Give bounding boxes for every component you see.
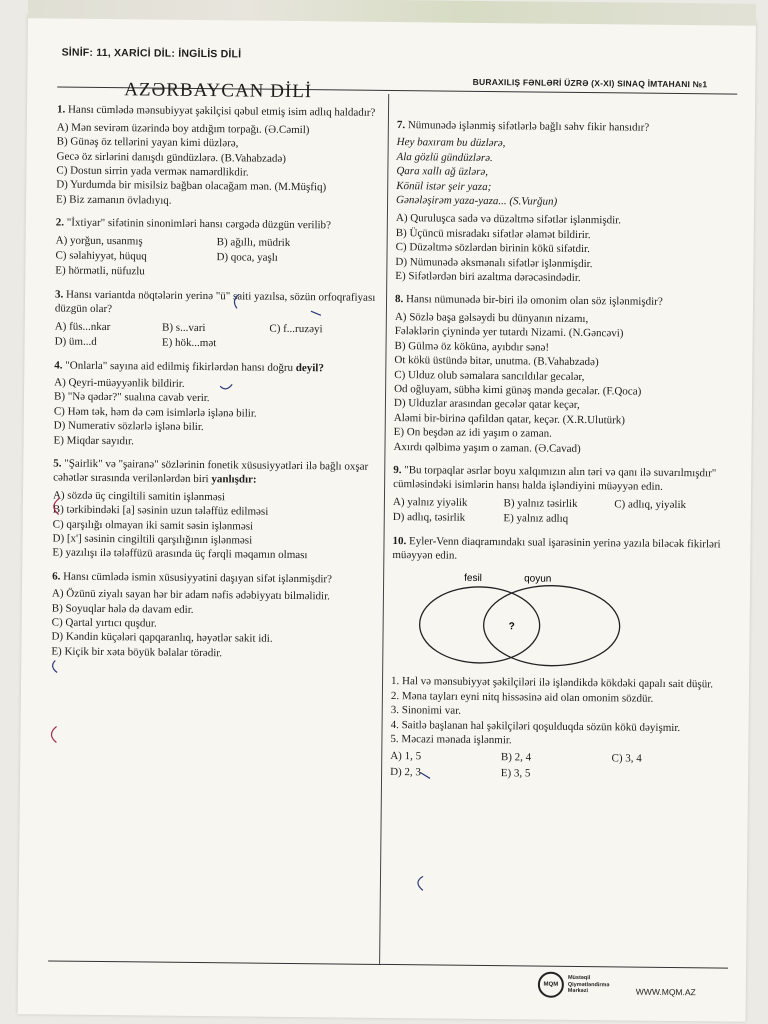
statement-3: 3. Sinonimi var.: [390, 704, 462, 717]
options-grid: [55, 233, 377, 282]
question-stem: Hansı cümlədə ismin xüsusiyyətini daşıyan sifət işlənmişdir?: [63, 570, 333, 586]
poem-line: Qara xallı ağ üzlərə,: [396, 165, 489, 179]
option-d: D) Numerativ sözlərlə işlənə bilir.: [53, 419, 204, 434]
venn-right-label: qoyun: [524, 573, 552, 586]
option-e: E) 3, 5: [500, 766, 531, 780]
statement-1: 1. Hal və mənsubiyyət şəkilçiləri ilə işləndikdə kökdəki qapalı sait düşür.: [390, 675, 714, 691]
question-9: [393, 463, 726, 528]
option-e: E) Kiçik bir xəta böyük bəlalar törədir.: [51, 645, 223, 660]
subject-title: AZƏRBAYCAN DİLİ: [124, 79, 313, 103]
option-a: A) yorğun, usanmış: [55, 234, 143, 248]
option-a: A) Quruluşca sadə və düzəltmə sifətlər işlənmişdir.: [395, 212, 622, 227]
question-3: [55, 287, 378, 352]
option-c: C) Həm tək, həm də cəm isimlərlə işlənə bilir.: [53, 405, 257, 420]
option-d: D) Yurdumda bir misilsiz bağban olacağam mən. (M.Müşfiq): [56, 178, 327, 194]
question-7: [395, 118, 729, 287]
question-stem: Hansı cümlədə mənsubiyyət şəkilçisi qəbul etmiş isim adlıq haldadır?: [67, 104, 376, 120]
poem-line: Hey baxıram bu düzlərə,: [396, 136, 506, 150]
question-stem-emphasis: yanlışdır:: [211, 473, 257, 486]
question-number: 5.: [53, 457, 62, 470]
poem-line: Gənələşirəm yaza-yaza... (S.Vurğun): [396, 194, 558, 208]
option-c: C) səlahiyyət, hüquq: [55, 249, 147, 263]
left-column: [51, 79, 379, 671]
option-e: E) hörmətli, nüfuzlu: [55, 264, 145, 278]
question-number: 7.: [396, 119, 406, 132]
option-c: C) qarşılığı olmayan iki samit səsin işlənməsi: [52, 518, 254, 533]
question-stem: Hansı variantda nöqtələrin yerinə "ü" saiti yazılsa, sözün orfoqrafiyası düzgün olar?: [54, 288, 376, 316]
options-grid: [393, 495, 725, 528]
question-number: 9.: [393, 463, 402, 477]
venn-left-circle: [419, 587, 540, 664]
option-e: E) yazılışı ilə tələffüzü arasında üç fərqli məqamın olması: [52, 546, 308, 562]
option-b-cont: Gecə öz sirlərini danışdı gündüzlərə. (B.Vahabzadə): [56, 150, 286, 165]
option-a: A) Sözlə başa gəlsəydi bu dünyanın nizamı,: [394, 310, 589, 325]
logo-line: Müstəqil: [567, 975, 591, 982]
pen-circle-q10: [418, 876, 423, 890]
question-stem: "Bu torpaqlar əsrlər boyu xalqımızın alın təri və qanı ilə suvarılmışdır" cümləsindəki isimlərin hansı halda işləndiyini müəyyən edin.: [393, 464, 717, 494]
question-stem: "Şairlik" və "şairanə" sözlərinin fonetik xüsusiyyətləri ilə bağlı oxşar cəhətlər sırasında verilənlərdən biri: [53, 457, 369, 486]
option-d: D) Nümunədə əksmənalı sifətlər işlənmişdir.: [395, 255, 593, 270]
statement-4: 4. Saitlə başlanan hal şəkilçiləri qoşulduqda sözün kökü dəyişmir.: [390, 718, 681, 734]
pen-circle-q6: [51, 726, 56, 742]
poem-excerpt: [396, 135, 729, 211]
option-b: B) "Nə qədər?" sualına cavab verir.: [53, 390, 210, 405]
exam-sheet: [18, 14, 756, 1022]
poem-line: Könül istər şeir yaza;: [396, 179, 492, 193]
option-e: E) hök...mət: [161, 336, 217, 350]
option-a-cont: Fələklərin çiynində yer tutardı Nizami. (N.Gəncəvi): [394, 325, 624, 340]
question-5: [52, 456, 375, 563]
option-e: E) Biz zamanın övladıyıq.: [56, 193, 172, 207]
venn-diagram-svg: [391, 566, 722, 669]
option-a: A) füs...nkar: [54, 320, 111, 333]
option-c: C) Düzəltmə sözlərdən birinin kökü sifətdir.: [395, 241, 590, 256]
option-b: B) s...vari: [162, 321, 206, 334]
option-c: C) Ulduz olub səmalara sancıldılar gecələr,: [394, 368, 585, 383]
option-d-cont: Aləmi bir-birinə qəfildən qatar, keçər. (X.R.Ulutürk): [393, 411, 626, 427]
column-divider: [379, 94, 389, 964]
venn-question-mark: ?: [508, 621, 515, 633]
option-c: C) Dostun sirrin yada verməк namərdlikdir.: [56, 164, 249, 179]
question-stem: Eyler-Venn diaqramındakı sual işarəsinin yerinə yazıla biləcək fikirləri müəyyən edin.: [392, 534, 721, 562]
question-10: [390, 534, 725, 783]
option-c: C) adlıq, yiyəlik: [614, 498, 687, 511]
website-link[interactable]: WWW.MQM.AZ: [635, 986, 696, 998]
option-c: C) 3, 4: [611, 752, 642, 766]
option-b: B) Günəş öz tellərini yayan kimi düzlərə,: [56, 135, 239, 150]
logo-line: Mərkəzi: [567, 988, 589, 995]
mqm-logo-mark: [538, 972, 564, 998]
option-b: B) tərkibindəki [a] səsinin uzun tələffüz edilməsi: [52, 503, 269, 518]
option-d: D) adlıq, təsirlik: [392, 511, 466, 524]
question-4: [53, 358, 376, 451]
option-b: B) 2, 4: [500, 751, 532, 764]
statement-5: 5. Məcazi mənada işlənmir.: [390, 733, 512, 747]
question-number: 10.: [392, 534, 407, 547]
option-d: D) qoca, yaşlı: [216, 251, 278, 264]
option-c: C) Qartal yırtıcı quşdur.: [51, 616, 157, 630]
poem-line: Ala gözlü gündüzlərə.: [396, 150, 493, 164]
option-b: B) Gülmə öz kökünə, ayıbdır sənə!: [394, 339, 550, 354]
option-c: C) f...ruzəyi: [269, 322, 323, 335]
option-b-cont: Ot kökü üstündə bitər, unutma. (B.Vahabzadə): [394, 354, 599, 369]
mqm-logo: [538, 972, 610, 999]
question-6: [51, 569, 374, 662]
option-a: A) Mən sevirəm üzərində boy atdığım torpağı. (Ə.Cəmil): [56, 121, 310, 136]
option-b: B) yalnız təsirlik: [503, 496, 578, 510]
option-e: E) yalnız adlıq: [503, 512, 569, 526]
option-d: D) Ulduzlar arasından gecələr qatar keçər,: [393, 397, 580, 412]
question-number: 3.: [55, 288, 64, 301]
option-a: A) Özünü ziyalı sayan hər bir adam nəfis ədəbiyyatı bilməlidir.: [51, 587, 330, 603]
option-e: E) Miqdar sayıdır.: [53, 434, 134, 447]
question-stem: Hansı nümunədə bir-biri ilə omonim olan söz işlənmişdir?: [405, 293, 663, 309]
question-8: [393, 293, 727, 458]
option-d: D) üm...d: [54, 335, 97, 349]
option-e-cont: Axırdı qəlbimə yaşım o zaman. (Ə.Cavad): [393, 440, 581, 455]
venn-diagram: [391, 566, 722, 669]
question-number: 8.: [394, 293, 404, 306]
class-header: SİNİF: 11, XARİCİ DİL: İNGİLİS DİLİ: [61, 46, 242, 61]
exam-header: BURAXILIŞ FƏNLƏRİ ÜZRƏ (X-XI) SINAQ İMTAHANI №1: [472, 76, 708, 90]
question-stem: "İxtiyar" sifətinin sinonimləri hansı cərgədə düzgün verilib?: [66, 216, 332, 232]
option-d: D) Kəndin küçələri qapqaranlıq, həyətlər sakit idi.: [51, 630, 273, 646]
question-2: [55, 216, 378, 282]
statement-2: 2. Məna tayları eyni nitq hissəsinə aid olan omonim sözdür.: [390, 689, 654, 705]
footer: [18, 960, 747, 1022]
photo-background-strip: [28, 0, 756, 26]
question-stem-emphasis: deyil?: [295, 361, 324, 374]
options-grid: [390, 749, 722, 782]
option-d: D) 2, 3: [390, 765, 422, 779]
venn-left-label: fesil: [464, 573, 482, 585]
question-stem: "Onlarla" sayına aid edilmiş fikirlərdən hansı doğru: [65, 359, 296, 374]
right-column: [390, 118, 729, 792]
mqm-logo-letters: MQM: [543, 981, 559, 988]
logo-line: Qiymətləndirmə: [567, 981, 610, 989]
question-number: 6.: [52, 570, 61, 583]
option-e: E) On beşdən az idi yaşım o zaman.: [393, 426, 552, 440]
venn-right-circle: [483, 585, 620, 666]
option-e: E) Sifətlərdən biri azaltma dərəcəsindədir.: [395, 270, 581, 285]
question-number: 4.: [54, 358, 63, 372]
option-a: A) yalnız yiyəlik: [392, 495, 468, 509]
option-a: A) Qeyri-müəyyənlik bildirir.: [54, 376, 185, 390]
option-c-cont: Od oğluyam, sübhə kimi günəş məndə gecələr. (F.Qoca): [394, 382, 642, 398]
option-b: B) Soyuqlar hələ də davam edir.: [51, 602, 194, 616]
option-d: D) [x'] səsinin cingiltili qarşılığının işlənməsi: [52, 532, 253, 547]
question-1: [56, 103, 379, 210]
option-a: A) sözdə üç cingiltili samitin işlənməsi: [52, 489, 226, 504]
option-a: A) 1, 5: [390, 750, 422, 763]
question-number: 1.: [56, 103, 66, 116]
option-b: B) ağıllı, müdrik: [216, 235, 291, 249]
question-number: 2.: [55, 216, 65, 229]
mqm-logo-text: [568, 975, 610, 995]
option-b: B) Üçüncü misradakı sifətlər əlamət bildirir.: [395, 226, 591, 241]
question-stem: Nümunədə işlənmiş sifətlərlə bağlı səhv fikir hansıdır?: [407, 119, 650, 134]
options-grid: [55, 319, 377, 352]
